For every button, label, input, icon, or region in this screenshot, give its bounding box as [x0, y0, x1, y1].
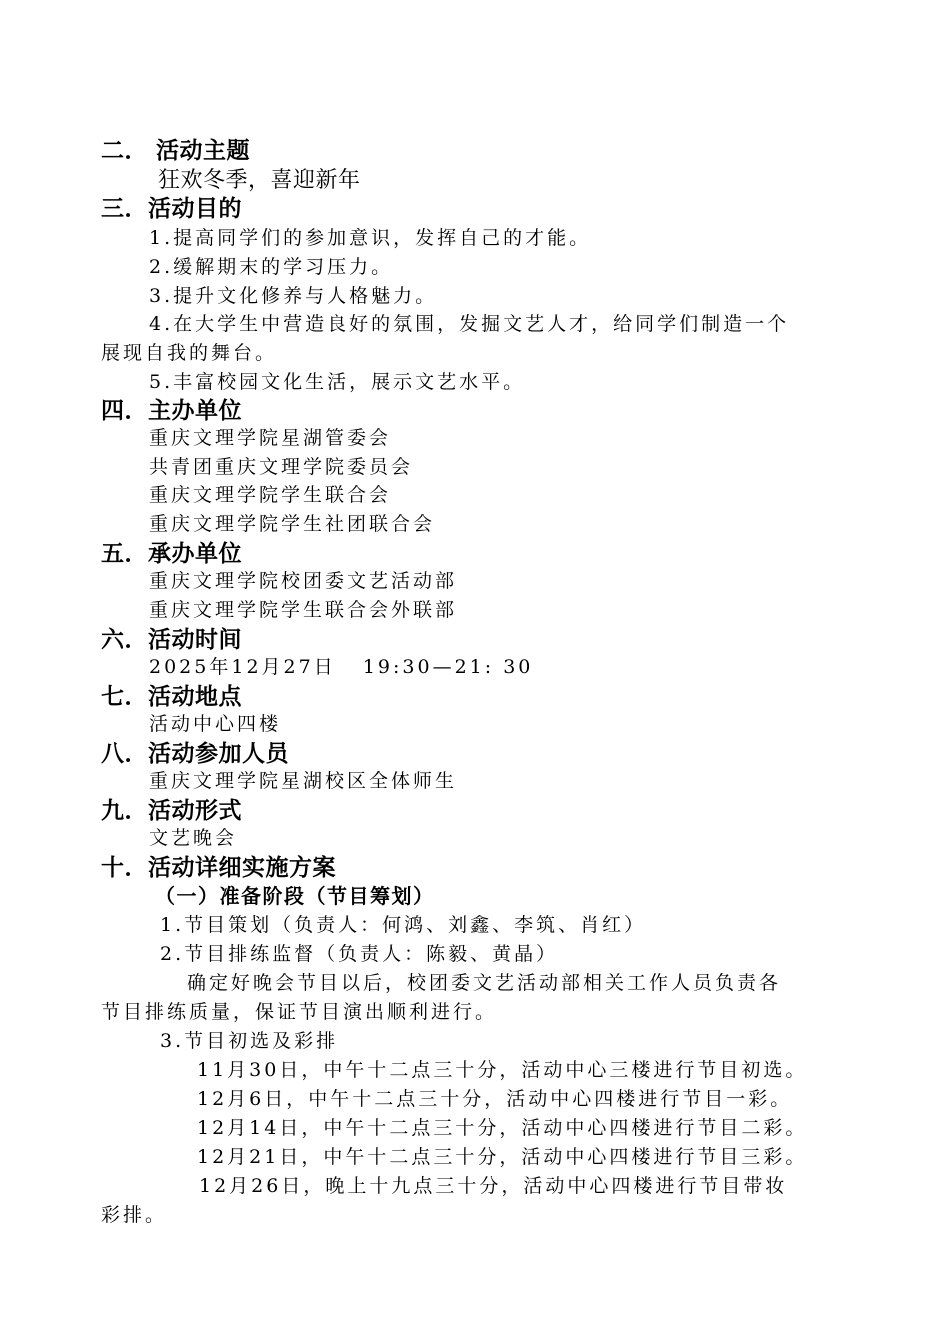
section-title: 活动目的: [148, 196, 242, 222]
event-format: 文艺晚会: [149, 827, 238, 849]
schedule-item-2: 12月6日，中午十二点三十分，活动中心四楼进行节目一彩。: [197, 1088, 793, 1110]
section-number: 八．: [101, 741, 148, 767]
section-heading-8: [101, 743, 289, 766]
section-heading-3: [101, 198, 242, 221]
purpose-item-2: 2.缓解期末的学习压力。: [149, 256, 394, 278]
section-heading-5: [101, 543, 242, 566]
purpose-item-3: 3.提升文化修养与人格魅力。: [149, 285, 438, 307]
theme-text: 狂欢冬季，喜迎新年: [158, 168, 361, 193]
section-heading-6: [101, 629, 242, 652]
purpose-item-4-cont: 展现自我的舞台。: [101, 342, 278, 364]
purpose-item-1: 1.提高同学们的参加意识，发挥自己的才能。: [149, 227, 592, 249]
section-heading-9: [101, 800, 242, 823]
section-heading-2: [101, 140, 250, 163]
purpose-item-4: 4.在大学生中营造良好的氛围，发掘文艺人才，给同学们制造一个: [149, 313, 790, 335]
schedule-item-5-cont: 彩排。: [101, 1204, 168, 1226]
organizer-1: 重庆文理学院星湖管委会: [149, 427, 392, 449]
schedule-item-5: 12月26日，晚上十九点三十分，活动中心四楼进行节目带妆: [199, 1175, 788, 1197]
section-title: 承办单位: [148, 541, 242, 567]
section-number: 四．: [101, 398, 148, 424]
event-location: 活动中心四楼: [149, 713, 282, 735]
organizer-4: 重庆文理学院学生社团联合会: [149, 513, 436, 535]
schedule-item-4: 12月21日，中午十二点三十分，活动中心四楼进行节目三彩。: [197, 1146, 808, 1168]
section-number: 三．: [101, 196, 148, 222]
section-title: 活动时间: [148, 627, 242, 653]
plan-paragraph: 确定好晚会节目以后，校团委文艺活动部相关工作人员负责各: [187, 972, 782, 994]
participants: 重庆文理学院星湖校区全体师生: [149, 770, 458, 792]
section-number: 九．: [101, 798, 148, 824]
section-title: 活动形式: [148, 798, 242, 824]
section-title: 主办单位: [148, 398, 242, 424]
section-number: 六．: [101, 627, 148, 653]
organizer-2: 共青团重庆文理学院委员会: [149, 456, 414, 478]
section-number: 二．: [101, 138, 148, 164]
co-organizer-1: 重庆文理学院校团委文艺活动部: [149, 570, 458, 592]
plan-item-1: 1.节目策划（负责人：何鸿、刘鑫、李筑、肖红）: [160, 914, 647, 936]
section-heading-7: [101, 686, 242, 709]
plan-item-3: 3.节目初选及彩排: [160, 1030, 339, 1052]
section-number: 十．: [101, 855, 148, 881]
plan-item-2: 2.节目排练监督（负责人：陈毅、黄晶）: [160, 943, 559, 965]
section-title: 活动主题: [156, 138, 250, 164]
section-number: 五．: [101, 541, 148, 567]
schedule-item-3: 12月14日，中午十二点三十分，活动中心四楼进行节目二彩。: [197, 1117, 808, 1139]
schedule-item-1: 11月30日，中午十二点三十分，活动中心三楼进行节目初选。: [197, 1059, 808, 1081]
co-organizer-2: 重庆文理学院学生联合会外联部: [149, 599, 458, 621]
section-heading-10: [101, 857, 336, 880]
section-title: 活动地点: [148, 684, 242, 710]
subsection-heading: （一）准备阶段（节目筹划）: [155, 884, 435, 908]
section-title: 活动参加人员: [148, 741, 289, 767]
organizer-3: 重庆文理学院学生联合会: [149, 484, 392, 506]
event-time: 2025年12月27日 19:30—21: 30: [149, 656, 534, 678]
section-title: 活动详细实施方案: [148, 855, 336, 881]
purpose-item-5: 5.丰富校园文化生活，展示文艺水平。: [149, 371, 526, 393]
plan-paragraph-cont: 节目排练质量，保证节目演出顺利进行。: [101, 1001, 498, 1023]
section-heading-4: [101, 400, 242, 423]
section-number: 七．: [101, 684, 148, 710]
